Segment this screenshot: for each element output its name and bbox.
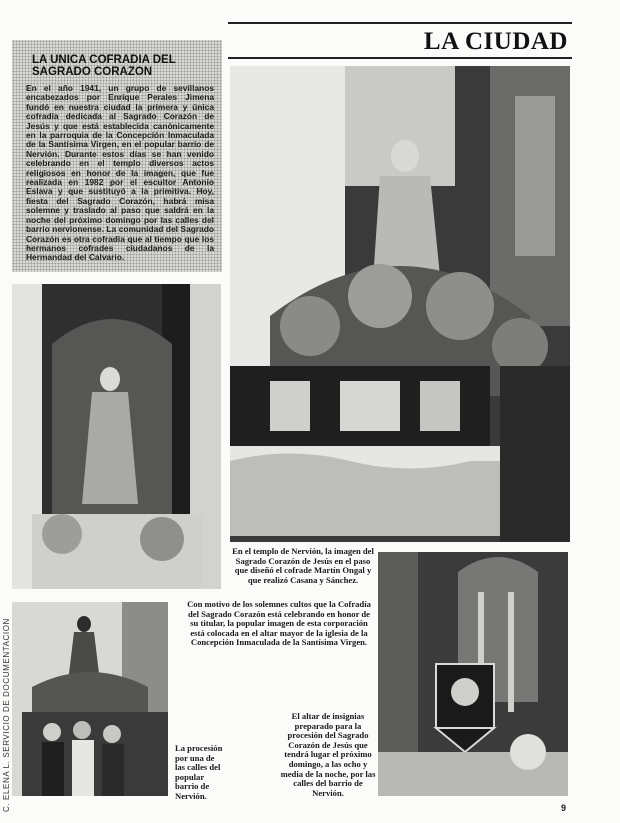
caption-altar: El altar de insignias preparado para la procesión del Sagrado Corazón de Jesús que tendrá lugar el próximo domingo, a las ocho y media de la noche, por las calles del barrio de Nervión. <box>280 711 376 798</box>
photo-procession <box>12 602 168 796</box>
article-box <box>12 40 222 272</box>
photo-sacred-heart-float <box>230 66 570 542</box>
section-title: LA CIUDAD <box>423 28 568 55</box>
caption-procession: La procesión por una de las calles del popular barrio de Nervión. <box>175 743 223 801</box>
caption-top-photo: En el templo de Nervión, la imagen del Sagrado Corazón de Jesús en el paso que diseñó el cofrade Martín Ongal y que realizó Casana y Sánchez. <box>232 546 374 585</box>
caption-middle: Con motivo de los solemnes cultos que la Cofradía del Sagrado Corazón está celebrando en honor de su titular, la popular imagen de esta corporación está colocada en el altar mayor de la iglesia de la Concepción Inmaculada de la Santísima Virgen. <box>187 599 371 648</box>
top-rule <box>228 22 572 24</box>
photo-altar-image <box>12 284 221 589</box>
article-body: En el año 1941, un grupo de sevillanos encabezados por Enrique Perales Jimena fundó en nuestra ciudad la primera y única cofradía dedicada al Sagrado Corazón de Jesús y que está establecida canónicamente en la parroquia de la Concepción Inmaculada de la Santísima Virgen, en el popular barrio de Nervión. Durante estos días se han venido celebrando en el templo diversos actos religiosos en honor de la imagen, que fue realizada en 1982 por el escultor Antonio Eslava y que sustituyó a la primitiva. Hoy, fiesta del Sagrado Corazón, habrá misa solemne y traslado al paso que saldrá en la noche del próximo domingo por las calles del barrio nervionense. La comunidad del Sagrado Corazón es otra cofradía que al tiempo que los hermanos cofrades ciudadanos de la Hermandad del Calvario. <box>26 83 214 263</box>
article-headline: LA UNICA COFRADIA DEL SAGRADO CORAZON <box>32 54 176 78</box>
page-number: 9 <box>560 803 566 813</box>
photo-insignia-altar <box>378 552 568 796</box>
side-credit: C. ELENA L. SERVICIO DE DOCUMENTACION <box>2 618 11 812</box>
title-rule <box>228 57 572 59</box>
